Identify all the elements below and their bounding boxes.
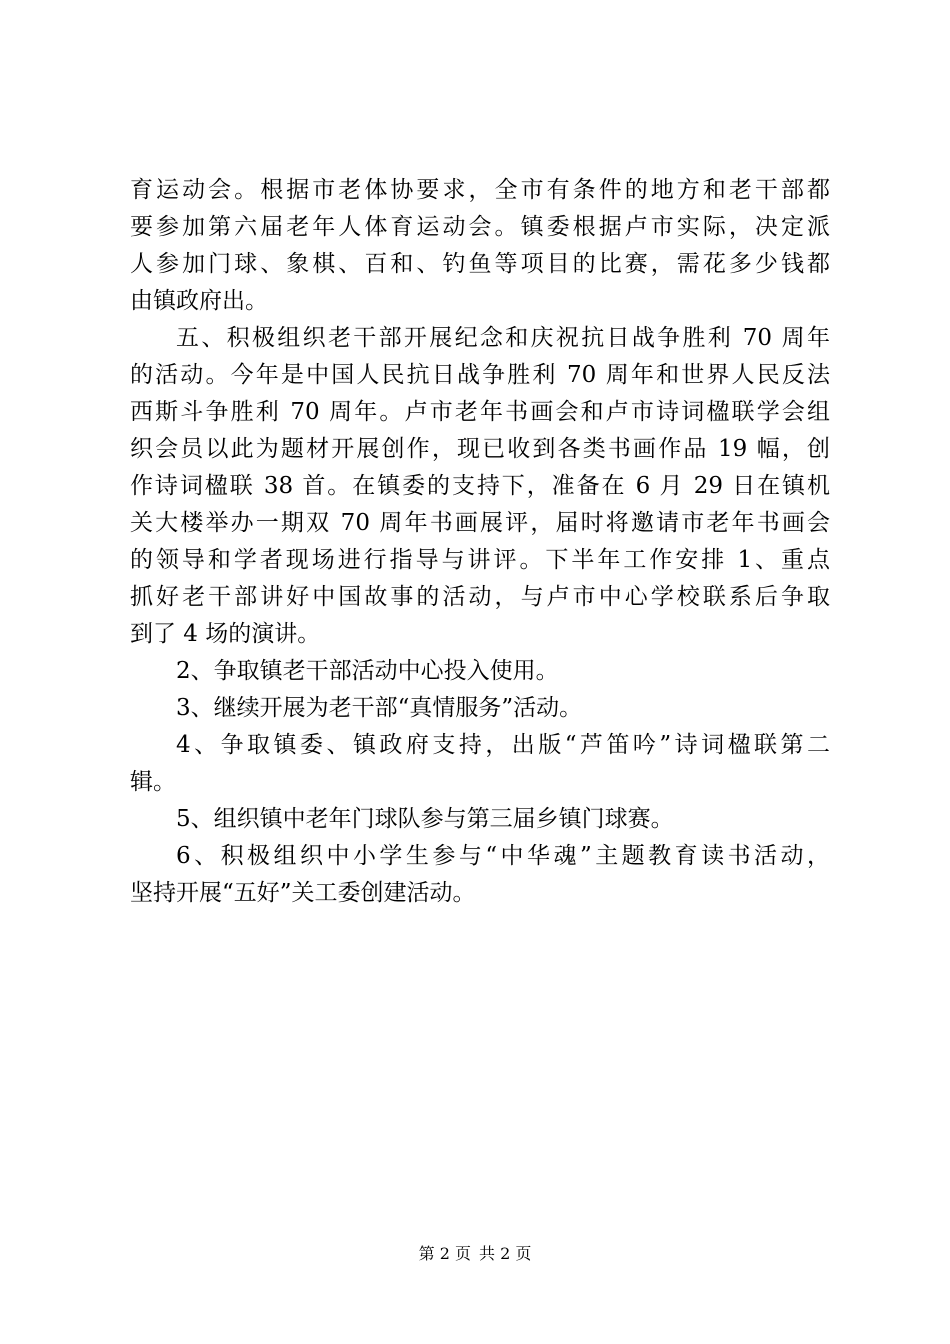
page-number-current: 第 2 页 [418, 1244, 471, 1263]
text-line: 辑。 [130, 769, 176, 795]
text-line: 到了 4 场的演讲。 [130, 621, 321, 647]
text-line: 的领导和学者现场进行指导与讲评。下半年工作安排 1、重点 [130, 547, 830, 573]
text-line: 作诗词楹联 38 首。在镇委的支持下，准备在 6 月 29 日在镇机 [130, 473, 830, 499]
plan-item-3: 3、继续开展为老干部“真情服务”活动。 [176, 695, 583, 721]
text-line: 要参加第六届老年人体育运动会。镇委根据卢市实际，决定派 [130, 214, 830, 240]
text-line: 的活动。今年是中国人民抗日战争胜利 70 周年和世界人民反法 [130, 362, 830, 388]
plan-item-6: 6、积极组织中小学生参与“中华魂”主题教育读书活动， [176, 843, 830, 869]
plan-item-4: 4、争取镇委、镇政府支持，出版“芦笛吟”诗词楹联第二 [176, 732, 830, 758]
page-number-total: 共 2 页 [479, 1244, 532, 1263]
text-line: 抓好老干部讲好中国故事的活动，与卢市中心学校联系后争取 [130, 584, 830, 610]
plan-item-2: 2、争取镇老干部活动中心投入使用。 [176, 658, 559, 684]
text-line: 人参加门球、象棋、百和、钓鱼等项目的比赛，需花多少钱都 [130, 251, 830, 277]
text-line: 关大楼举办一期双 70 周年书画展评，届时将邀请市老年书画会 [130, 510, 830, 536]
text-line: 西斯斗争胜利 70 周年。卢市老年书画会和卢市诗词楹联学会组 [130, 399, 830, 425]
text-line: 由镇政府出。 [130, 288, 268, 314]
plan-item-5: 5、组织镇中老年门球队参与第三届乡镇门球赛。 [176, 806, 674, 832]
text-line: 育运动会。根据市老体协要求，全市有条件的地方和老干部都 [130, 177, 830, 203]
document-body [130, 172, 830, 912]
section-five-heading-line: 五、积极组织老干部开展纪念和庆祝抗日战争胜利 70 周年 [176, 325, 830, 351]
text-line: 织会员以此为题材开展创作，现已收到各类书画作品 19 幅，创 [130, 436, 830, 462]
page-footer [0, 1244, 950, 1264]
text-line: 坚持开展“五好”关工委创建活动。 [130, 880, 476, 906]
